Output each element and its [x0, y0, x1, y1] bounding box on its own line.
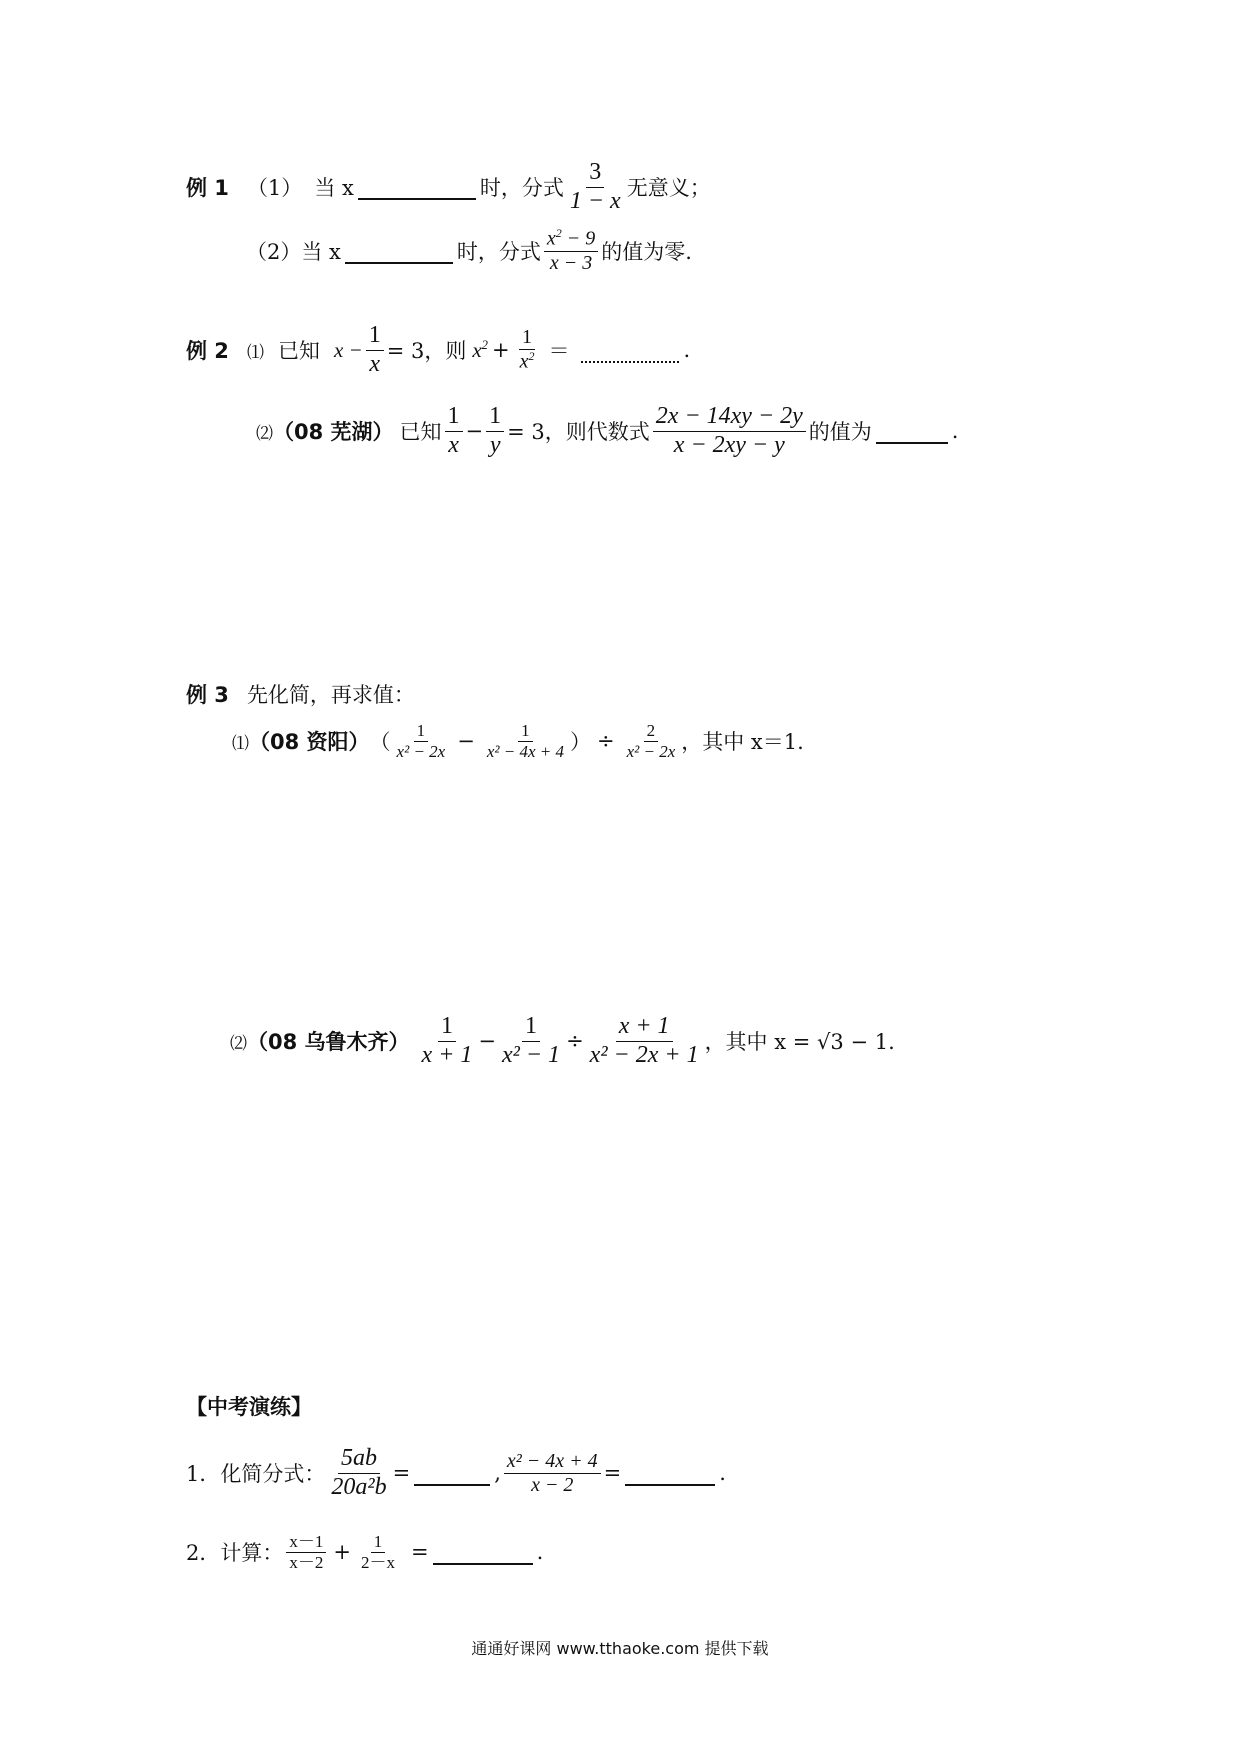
ex2-q1: 例 2 ⑴ 已知 x − $\frac{1}{x}$ = 3，则 $x^2$ + $\frac{1}{x^2}$ ＝ .: [186, 321, 691, 377]
ex2-q1-number: ⑴: [246, 342, 264, 363]
ex2-q1-given-fraction: $\frac{1}{x}$: [366, 322, 384, 378]
ex2-q1-expr-fraction: $\frac{1}{x^2}$: [519, 326, 535, 373]
practice-p1-answer-blank-1[interactable]: [414, 1460, 490, 1485]
ex1-q1-fraction: $\frac{3}{1 - x}$: [569, 158, 621, 214]
ex2-q2: ⑵ （08 芜湖） 已知 $\frac{1}{x}$ − $\frac{1}{y}$ = 3，则代数式 $\frac{2x - 14xy - 2y}{x - 2xy - y}$ 的值为 .: [256, 402, 959, 458]
ex3-q2-number: ⑵: [230, 1033, 247, 1054]
ex1-q2-fraction: $\frac{x^2 - 9}{x - 3}$: [544, 227, 598, 275]
ex2-q1-answer-blank[interactable]: [581, 337, 679, 362]
practice-p1: 1． 化简分式： $\frac{5ab}{\text{20a²b}}$ = , $\frac{\text{x² − 4x + 4}}{x - 2}$ = .: [186, 1444, 726, 1500]
ex1-q1-number: （1）: [246, 176, 303, 200]
practice-p1-answer-blank-2[interactable]: [625, 1460, 715, 1485]
ex2-q2-number: ⑵: [256, 423, 273, 444]
ex1-q2-mid: 时，分式: [456, 240, 541, 264]
ex2-q2-source: （08 芜湖）: [273, 420, 394, 444]
ex3-q1-source: （08 资阳）: [249, 730, 370, 754]
ex1-q1-pre: 当 x: [314, 176, 354, 200]
ex1-q2-number: （2）: [246, 240, 302, 264]
ex3-intro: 例 3 先化简，再求值：: [186, 678, 415, 710]
ex2-q2-expression-fraction: $\frac{2x - 14xy - 2y}{x - 2xy - y}$: [653, 403, 806, 459]
ex3-q2: ⑵ （08 乌鲁木齐） $\frac{1}{x + 1}$ − $\frac{1}{\text{x² − 1}}$ ÷ $\frac{x + 1}{\text{x² − 2x + 1}}$ ，其中 x = √3 − 1.: [230, 1012, 895, 1068]
ex3-label: 例 3: [186, 683, 229, 707]
ex2-q2-answer-blank[interactable]: [876, 418, 948, 443]
ex2-label: 例 2: [186, 339, 229, 363]
practice-heading: 【中考演练】: [186, 1395, 312, 1419]
practice-p2-answer-blank[interactable]: [433, 1539, 533, 1564]
ex1-q1: [186, 158, 711, 214]
page-footer: 通通好课网 www.tthaoke.com 提供下载: [471, 1639, 769, 1658]
practice-p2: 2． 计算： $\frac{x-1}{x-2}$ + $\frac{1}{2-x}$ = .: [186, 1531, 544, 1572]
ex1-q1-post: 无意义；: [626, 176, 711, 200]
ex2-q1-pre: 已知: [277, 339, 320, 363]
ex1-q2-answer-blank[interactable]: [345, 238, 453, 263]
ex1-q2-pre: 当 x: [301, 240, 341, 264]
ex3-q1-number: ⑴: [232, 733, 249, 754]
ex1-q1-answer-blank[interactable]: [358, 174, 476, 199]
ex3-q1: ⑴ （08 资阳） （ $\frac{1}{\text{x² − 2x}}$ − $\frac{1}{\text{x² − 4x + 4}}$ ） ÷ $\frac{2}{\text{x² − 2x}}$ ，其中 x＝1.: [232, 720, 804, 761]
ex1-q2: [246, 223, 692, 279]
ex1-label: 例 1: [186, 176, 229, 200]
ex3-q2-source: （08 乌鲁木齐）: [247, 1030, 410, 1054]
ex1-q2-post: 的值为零.: [601, 240, 692, 264]
ex1-q1-mid: 时，分式: [479, 176, 564, 200]
